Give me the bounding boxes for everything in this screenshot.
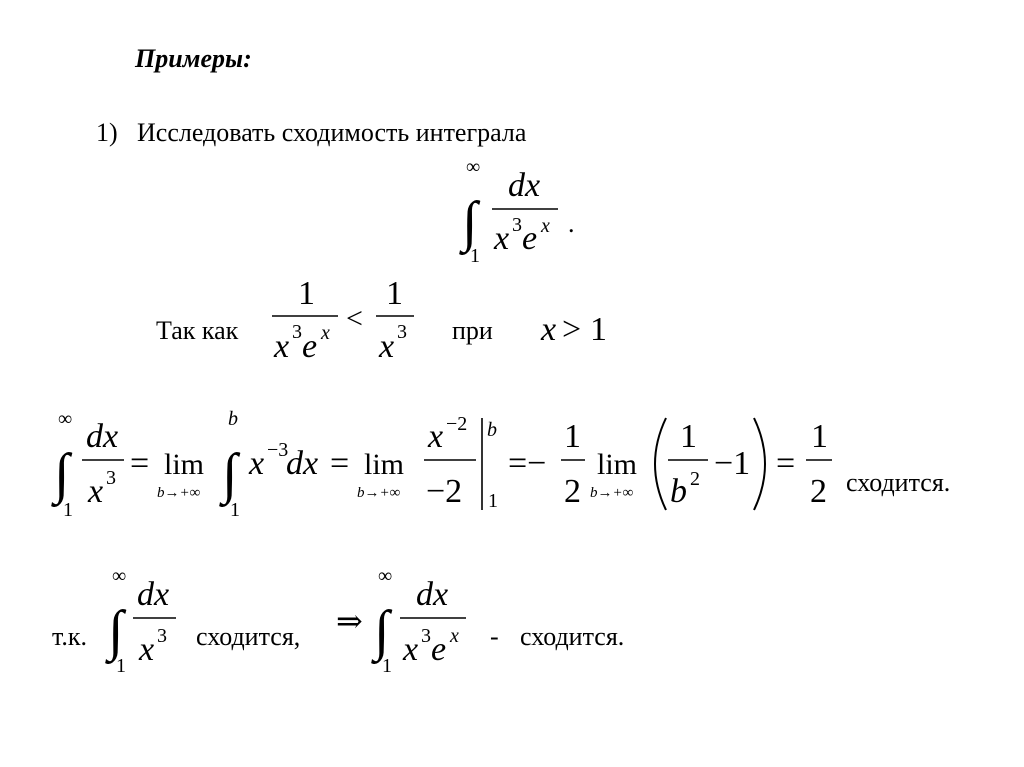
rhs-den-exp: 3 xyxy=(397,321,407,343)
frac-den: −2 xyxy=(426,473,463,510)
c-int2-den-exp: 3 xyxy=(421,625,431,647)
item-text: Исследовать сходимость интеграла xyxy=(137,118,527,147)
frac-num-exp: −2 xyxy=(446,413,468,435)
c-int1-sign: ∫ xyxy=(108,600,124,662)
lhs-den-e: e xyxy=(302,328,318,365)
numerator: dx xyxy=(508,167,541,204)
inner-num: 1 xyxy=(680,418,697,455)
lower-limit: 1 xyxy=(470,245,480,267)
lim-3: lim xyxy=(597,448,638,481)
den-exp: 3 xyxy=(512,214,522,236)
eq-1: = xyxy=(130,445,150,482)
lim-2: lim xyxy=(364,448,405,481)
implies-arrow: ⇒ xyxy=(336,603,363,639)
when-label: при xyxy=(452,316,493,345)
c-int1-num: dx xyxy=(137,576,170,613)
int1-sign: ∫ xyxy=(54,443,70,505)
converges-final-label: сходится. xyxy=(520,622,625,651)
paren-right xyxy=(754,418,765,510)
eq-3: = xyxy=(776,445,796,482)
condition-val: 1 xyxy=(590,311,607,348)
int2-exp: −3 xyxy=(267,439,289,461)
converges-comma-label: сходится, xyxy=(196,622,301,651)
den-x: x xyxy=(494,220,510,257)
result-den: 2 xyxy=(810,473,827,510)
formula-comparison xyxy=(272,275,607,365)
c-int2-den-x: x xyxy=(403,631,419,668)
converges-label: сходится. xyxy=(846,468,951,497)
formula-conclusion xyxy=(105,565,466,677)
eval-lower: 1 xyxy=(488,490,498,512)
eval-upper: b xyxy=(487,419,497,441)
paren-left xyxy=(655,418,666,510)
condition-var: x xyxy=(541,311,557,348)
int2-upper: b xyxy=(228,408,238,430)
int2-lower: 1 xyxy=(230,499,240,521)
int2-sign: ∫ xyxy=(222,443,238,505)
den-e-exp: x xyxy=(541,215,550,237)
int1-den-exp: 3 xyxy=(106,467,116,489)
lhs-den-x: x xyxy=(274,328,290,365)
inner-den-exp: 2 xyxy=(690,468,700,490)
integral-sign: ∫ xyxy=(462,191,478,253)
int1-upper: ∞ xyxy=(58,408,73,430)
c-int2-den-e: e xyxy=(431,631,447,668)
eq-2: = xyxy=(330,445,350,482)
int1-den-x: x xyxy=(88,473,104,510)
lhs-num: 1 xyxy=(298,275,315,312)
item-number: 1) xyxy=(96,118,118,147)
int1-lower: 1 xyxy=(63,499,73,521)
c-int2-upper: ∞ xyxy=(378,565,393,587)
condition-op: > xyxy=(562,311,582,348)
eq-minus: =− xyxy=(508,445,547,482)
formula-integral-1 xyxy=(459,156,575,267)
half-num: 1 xyxy=(564,418,581,455)
lhs-den-e-exp: x xyxy=(321,322,330,344)
c-int2-sign: ∫ xyxy=(374,600,390,662)
c-int1-lower: 1 xyxy=(116,655,126,677)
minus-one: −1 xyxy=(714,445,751,482)
c-int1-den-x: x xyxy=(139,631,155,668)
upper-limit: ∞ xyxy=(466,156,481,178)
period: . xyxy=(568,209,575,238)
since-label: Так как xyxy=(156,316,239,345)
half-den: 2 xyxy=(564,473,581,510)
lim-2-sub: b→+∞ xyxy=(357,485,401,501)
rhs-den-x: x xyxy=(379,328,395,365)
lhs-den-exp: 3 xyxy=(292,321,302,343)
c-int2-den-e-exp: x xyxy=(450,625,459,647)
lim-3-sub: b→+∞ xyxy=(590,485,634,501)
tk-label: т.к. xyxy=(52,622,88,651)
lim-1: lim xyxy=(164,448,205,481)
less-than: < xyxy=(346,302,363,335)
inner-den-b: b xyxy=(670,473,687,510)
c-int2-num: dx xyxy=(416,576,449,613)
c-int1-upper: ∞ xyxy=(112,565,127,587)
rhs-num: 1 xyxy=(386,275,403,312)
formula-computation xyxy=(51,408,832,521)
heading: Примеры: xyxy=(135,44,252,73)
int1-num: dx xyxy=(86,418,119,455)
lim-1-sub: b→+∞ xyxy=(157,485,201,501)
int2-dx: dx xyxy=(286,445,319,482)
dash-label: - xyxy=(490,622,499,651)
result-num: 1 xyxy=(811,418,828,455)
den-e: e xyxy=(522,220,538,257)
c-int1-den-exp: 3 xyxy=(157,625,167,647)
c-int2-lower: 1 xyxy=(382,655,392,677)
frac-num-x: x xyxy=(428,418,444,455)
int2-x: x xyxy=(249,445,265,482)
